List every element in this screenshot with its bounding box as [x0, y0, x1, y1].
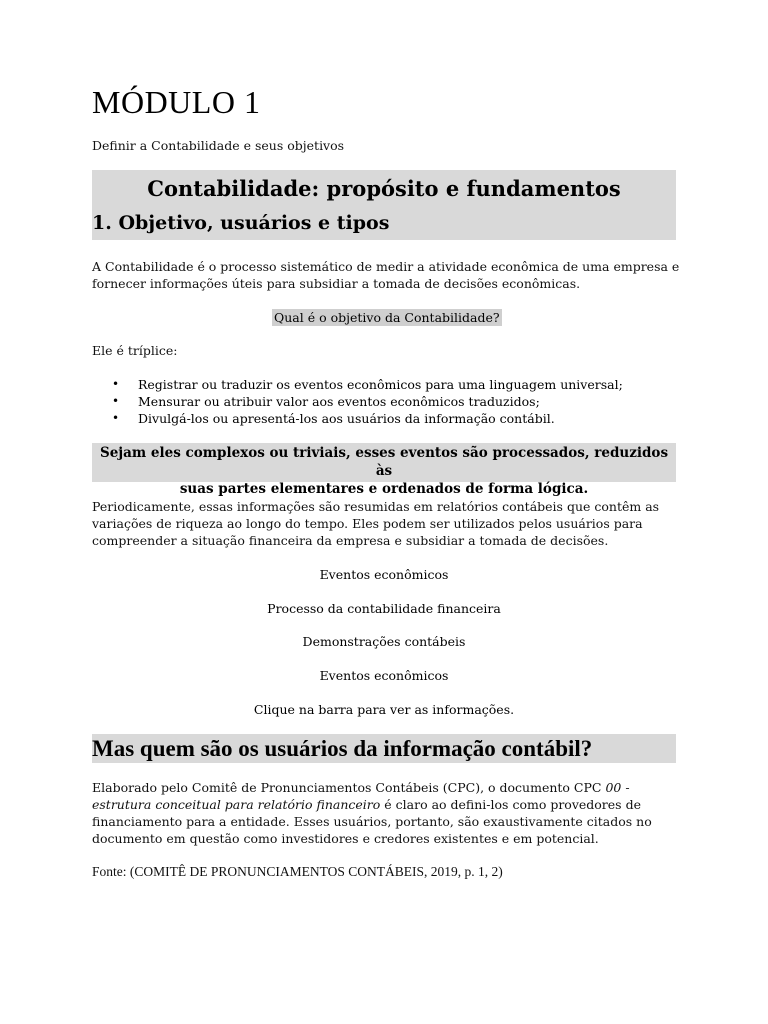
periodic-paragraph	[92, 498, 692, 549]
users-heading: Mas quem são os usuários da informação contábil?	[92, 734, 676, 763]
periodic-line-1: Periodicamente, essas informações são resumidas em relatórios contábeis que contêm as	[92, 499, 660, 514]
periodic-line-3: compreender a situação financeira da empresa e subsidiar a tomada de decisões.	[92, 533, 609, 548]
list-item: • Registrar ou traduzir os eventos econômicos para uma linguagem universal;	[92, 376, 692, 393]
intro-paragraph	[92, 258, 692, 292]
periodic-line-2: variações de riqueza ao longo do tempo. Eles podem ser utilizados pelos usuários para	[92, 516, 643, 531]
flow-item-economic-events[interactable]: Eventos econômicos	[319, 567, 449, 582]
users-line-4: documento em questão como investidores e credores existentes e em potencial.	[92, 831, 599, 846]
flow-item-economic-events-2[interactable]: Eventos econômicos	[319, 668, 449, 683]
triplice-label: Ele é tríplice:	[92, 343, 178, 358]
source-citation: Fonte: (COMITÊ DE PRONUNCIAMENTOS CONTÁBEIS, 2019, p. 1, 2)	[92, 864, 503, 879]
section-title: Contabilidade: propósito e fundamentos	[147, 176, 621, 201]
intro-line-1: A Contabilidade é o processo sistemático de medir a atividade econômica de uma empresa e	[92, 259, 680, 274]
click-hint: Clique na barra para ver as informações.	[253, 702, 515, 717]
users-paragraph	[92, 779, 692, 847]
users-line-1b: 00 -	[605, 780, 630, 795]
users-line-1a: Elaborado pelo Comitê de Pronunciamentos Contábeis (CPC), o documento CPC	[92, 780, 606, 795]
highlight-line-2: suas partes elementares e ordenados de forma lógica.	[179, 481, 589, 497]
section-header-block	[92, 170, 676, 240]
users-line-3: financiamento para a entidade. Esses usuários, portanto, são exaustivamente citados no	[92, 814, 652, 829]
list-item: • Divulgá-los ou apresentá-los aos usuários da informação contábil.	[92, 410, 692, 427]
users-line-2b: é claro ao defini-los como provedores de	[380, 797, 641, 812]
intro-line-2: fornecer informações úteis para subsidiar a tomada de decisões econômicas.	[92, 276, 581, 291]
flow-item-financial-statements[interactable]: Demonstrações contábeis	[302, 634, 466, 649]
list-item: • Mensurar ou atribuir valor aos eventos econômicos traduzidos;	[92, 393, 692, 410]
flow-item-accounting-process[interactable]: Processo da contabilidade financeira	[267, 601, 501, 616]
subsection-title: 1. Objetivo, usuários e tipos	[92, 212, 390, 234]
module-subtitle: Definir a Contabilidade e seus objetivos	[92, 138, 345, 153]
highlight-box	[92, 443, 676, 497]
objective-question-button[interactable]: Qual é o objetivo da Contabilidade?	[274, 310, 500, 325]
objectives-list	[92, 376, 692, 427]
module-title: MÓDULO 1	[92, 84, 261, 120]
highlight-line-1: Sejam eles complexos ou triviais, esses eventos são processados, reduzidos às	[99, 445, 669, 479]
users-line-2a: estrutura conceitual para relatório financeiro	[92, 797, 381, 812]
